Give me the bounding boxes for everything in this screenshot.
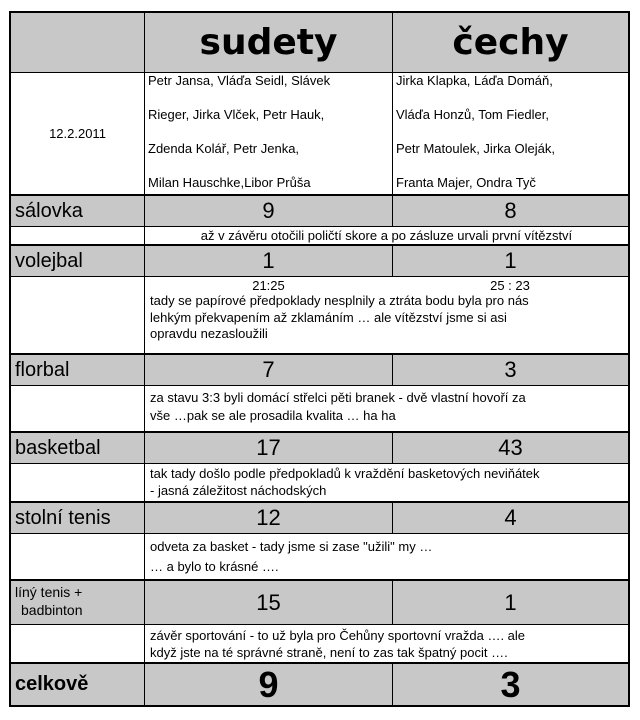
comment-basketbal — [144, 463, 628, 501]
roster-left-line: Petr Jansa, Vláďa Seidl, Slávek — [148, 73, 331, 88]
comment-liny-tenis-badbinton — [144, 624, 628, 662]
comment-florbal — [144, 385, 628, 431]
sets-right-volejbal: 25 : 23 — [392, 276, 628, 292]
sets-left-volejbal: 21:25 — [144, 276, 392, 292]
blank-cell — [11, 533, 144, 579]
blank-cell — [11, 226, 144, 244]
score-left-florbal: 7 — [144, 353, 392, 385]
comment-line: závěr sportování - to už byla pro Čehůny sportovní vražda …. ale — [150, 628, 526, 643]
roster-right-line: Petr Matoulek, Jirka Oleják, — [396, 141, 555, 156]
sport-label-basketbal: basketbal — [11, 431, 144, 463]
roster-left — [144, 72, 392, 194]
roster-left-line: Zdenda Kolář, Petr Jenka, — [148, 141, 300, 156]
comment-line: tak tady došlo podle předpokladů k vraždění basketových neviňátek — [150, 466, 540, 481]
sport-label-salovka: sálovka — [11, 194, 144, 226]
total-right: 3 — [392, 662, 628, 705]
sport-label-line: badbinton — [21, 602, 83, 618]
comment-line: tady se papírové předpoklady nesplnily a ztráta bodu byla pro nás — [150, 293, 529, 308]
roster-left-line: Milan Hauschke,Libor Průša — [148, 175, 311, 190]
score-right-basketbal: 43 — [392, 431, 628, 463]
blank-cell — [11, 276, 144, 353]
sport-label-liny-tenis-badbinton — [11, 579, 144, 624]
score-left-basketbal: 17 — [144, 431, 392, 463]
comment-line: … a bylo to krásné …. — [150, 559, 279, 574]
comment-line: když jste na té správné straně, není to zas tak špatný pocit …. — [150, 644, 508, 660]
results-table — [9, 11, 630, 707]
sport-label-volejbal: volejbal — [11, 244, 144, 276]
roster-right — [392, 72, 628, 194]
comment-salovka — [144, 226, 628, 244]
comment-line: až v závěru otočili poličtí skore a po zásluze urvali první vítězství — [200, 228, 573, 243]
roster-right-line: Franta Majer, Ondra Tyč — [396, 175, 536, 190]
score-left-liny-tenis-badbinton: 15 — [144, 579, 392, 624]
sport-label-florbal: florbal — [11, 353, 144, 385]
blank-cell — [11, 385, 144, 431]
comment-volejbal — [144, 292, 628, 353]
total-left: 9 — [144, 662, 392, 705]
comment-line: lehkým překvapením až zklamáním … ale vítězství jsme si asi — [150, 309, 507, 325]
comment-line: - jasná záležitost náchodských — [150, 482, 327, 498]
team-left-header: sudety — [144, 13, 392, 72]
score-left-salovka: 9 — [144, 194, 392, 226]
score-right-volejbal: 1 — [392, 244, 628, 276]
blank-cell — [11, 624, 144, 662]
sport-label-line: líný tenis + — [15, 584, 83, 600]
score-right-liny-tenis-badbinton: 1 — [392, 579, 628, 624]
comment-stolni-tenis — [144, 533, 628, 579]
roster-right-line: Vláďa Honzů, Tom Fiedler, — [396, 107, 549, 122]
roster-left-line: Rieger, Jirka Vlček, Petr Hauk, — [148, 107, 325, 122]
score-right-florbal: 3 — [392, 353, 628, 385]
total-label: celkově — [11, 662, 144, 705]
match-date: 12.2.2011 — [11, 72, 144, 194]
comment-line: opravdu nezasloužili — [150, 326, 268, 341]
blank-cell — [11, 463, 144, 501]
sport-label-stolni-tenis: stolní tenis — [11, 501, 144, 533]
score-right-stolni-tenis: 4 — [392, 501, 628, 533]
comment-line: odveta za basket - tady jsme si zase "užili" my … — [150, 539, 433, 554]
comment-line: vše …pak se ale prosadila kvalita … ha ha — [150, 408, 396, 423]
header-corner-cell — [11, 13, 144, 72]
score-left-volejbal: 1 — [144, 244, 392, 276]
team-right-header: čechy — [392, 13, 628, 72]
score-right-salovka: 8 — [392, 194, 628, 226]
roster-right-line: Jirka Klapka, Láďa Domáň, — [396, 73, 553, 88]
comment-line: za stavu 3:3 byli domácí střelci pěti branek - dvě vlastní hovoří za — [150, 390, 526, 405]
score-left-stolni-tenis: 12 — [144, 501, 392, 533]
